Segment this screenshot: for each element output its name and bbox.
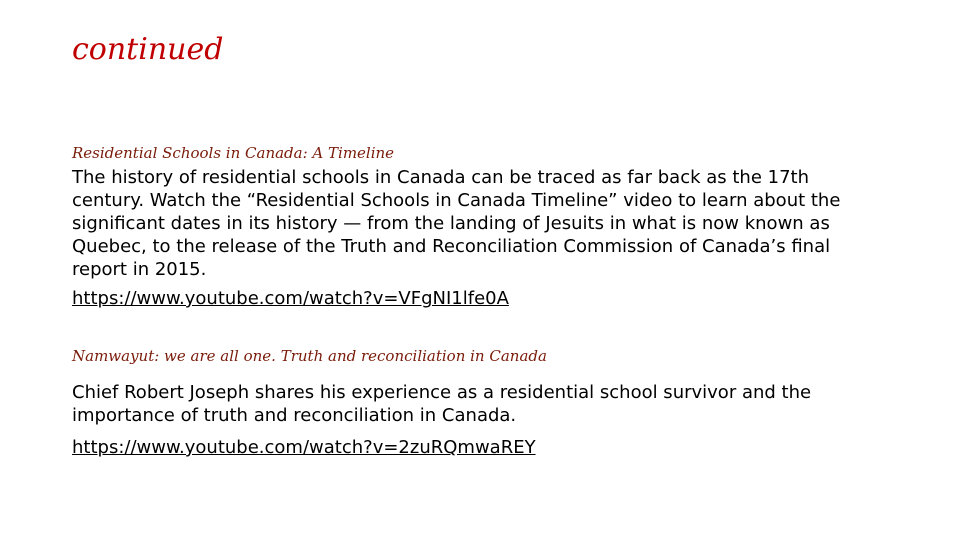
section-body-namwayut: Chief Robert Joseph shares his experience as a residential school survivor and the importance of truth and reconciliation in Canada. [72,382,812,426]
video-link-timeline[interactable]: https://www.youtube.com/watch?v=VFgNI1lfe0A [72,288,509,309]
section-body-timeline: The history of residential schools in Canada can be traced as far back as the 17th century. Watch the “Residential Schools in Canada Timeline” video to learn about the significant dates in its history — from the landing of Jesuits in what is now known as Quebec, to the release of the Truth and Reconciliation Commission of Canada’s final report in 2015. [72,167,841,280]
slide-title: continued [72,32,224,67]
section-heading-timeline: Residential Schools in Canada: A Timeline [72,144,395,162]
section-heading-namwayut: Namwayut: we are all one. Truth and reconciliation in Canada [72,347,547,365]
video-link-namwayut[interactable]: https://www.youtube.com/watch?v=2zuRQmwaREY [72,437,536,458]
